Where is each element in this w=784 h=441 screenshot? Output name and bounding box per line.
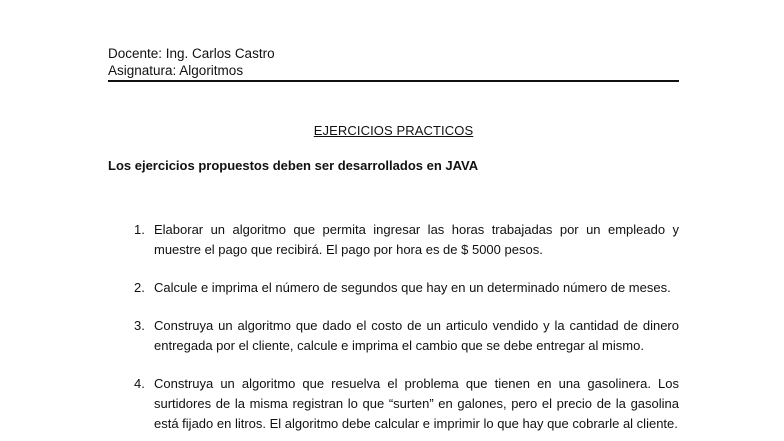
exercise-text: Construya un algoritmo que dado el costo de un articulo vendido y la cantidad de dinero entregada por el cliente, calcule e imprima el cambio que se debe entregar al mismo. — [154, 318, 679, 353]
exercise-text: Construya un algoritmo que resuelva el problema que tienen en una gasolinera. Los surtidores de la misma registran lo que “surten” en galones, pero el precio de la gasolina está fijado en litros. El algoritmo debe calcular e imprimir lo que hay que cobrarle al cliente. — [154, 376, 679, 431]
exercise-item-2 — [108, 278, 679, 298]
exercise-list — [108, 220, 679, 434]
subject-line: Asignatura: Algoritmos — [108, 63, 244, 78]
header-divider — [108, 80, 679, 82]
teacher-line: Docente: Ing. Carlos Castro — [108, 46, 275, 61]
exercise-text: Calcule e imprima el número de segundos que hay en un determinado número de meses. — [154, 280, 671, 295]
document-header — [108, 45, 679, 79]
exercise-number: 4. — [134, 376, 145, 391]
exercise-item-4 — [108, 374, 679, 434]
instructions-text: Los ejercicios propuestos deben ser desarrollados en JAVA — [108, 158, 479, 173]
exercise-item-3 — [108, 316, 679, 356]
exercise-text: Elaborar un algoritmo que permita ingresar las horas trabajadas por un empleado y muestre el pago que recibirá. El pago por hora es de $ 5000 pesos. — [154, 222, 679, 257]
exercise-number: 1. — [134, 222, 145, 237]
exercise-number: 2. — [134, 280, 145, 295]
exercise-item-1 — [108, 220, 679, 260]
page-title: EJERCICIOS PRACTICOS — [313, 123, 474, 138]
exercise-number: 3. — [134, 318, 145, 333]
